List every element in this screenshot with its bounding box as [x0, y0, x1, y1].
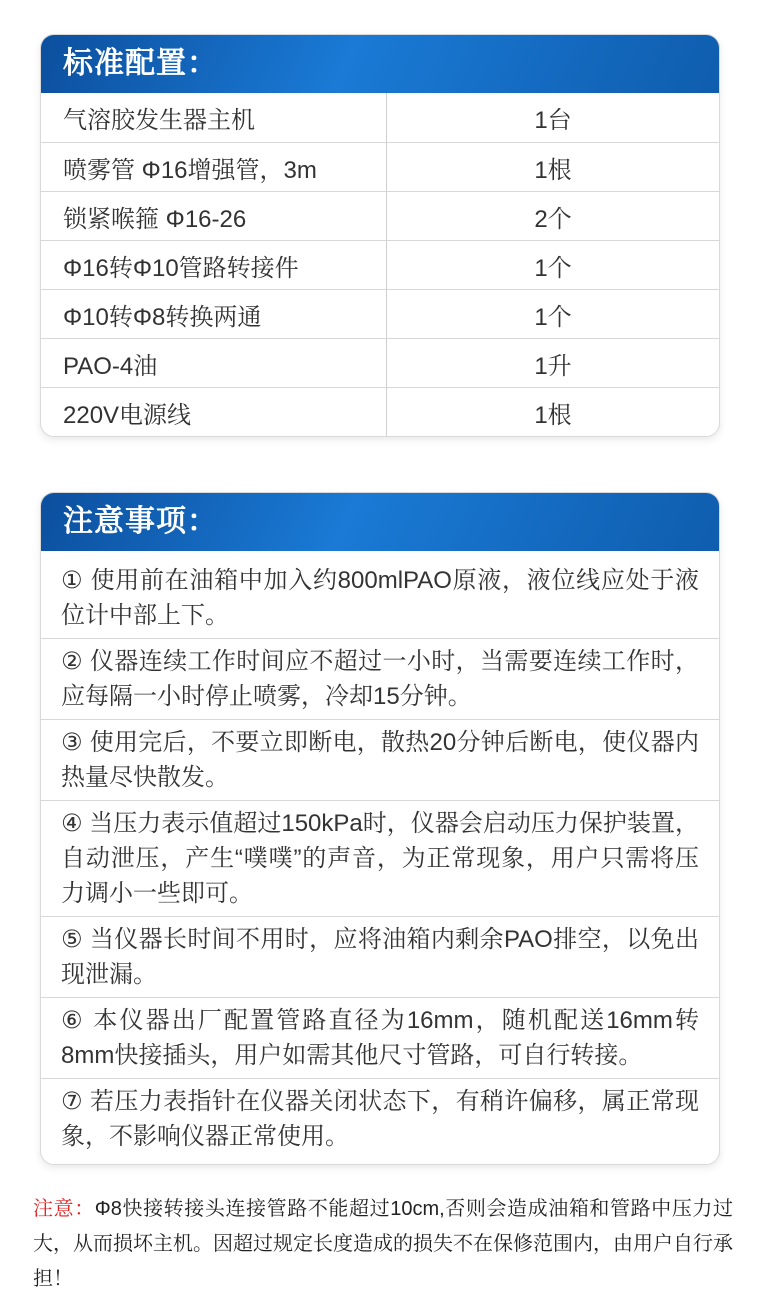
config-item-quantity: 2个: [386, 192, 719, 240]
standard-config-title: 标准配置：: [63, 47, 218, 80]
notes-title: 注意事项：: [63, 505, 218, 538]
config-item-name: Φ16转Φ10管路转接件: [63, 254, 299, 282]
footer-warning-text: Φ8快接转接头连接管路不能超过10cm,否则会造成油箱和管路中压力过大，从而损坏主机。因超过规定长度造成的损失不在保修范围内，由用户自行承担！: [33, 1198, 734, 1290]
note-item: ⑥ 本仪器出厂配置管路直径为16mm，随机配送16mm转8mm快接插头，用户如需其他尺寸管路，可自行转接。: [41, 997, 719, 1078]
note-item: ① 使用前在油箱中加入约800mlPAO原液，液位线应处于液位计中部上下。: [61, 567, 699, 629]
note-item: ③ 使用完后，不要立即断电，散热20分钟后断电，使仪器内热量尽快散发。: [41, 719, 719, 800]
config-item-name: 锁紧喉箍 Φ16-26: [63, 205, 247, 233]
config-item-quantity: 1根: [386, 143, 719, 191]
config-item-name: 气溶胶发生器主机: [63, 107, 255, 134]
table-row: [41, 338, 719, 387]
footer-warning: [33, 1192, 733, 1297]
config-item-name: PAO-4油: [63, 352, 158, 380]
standard-config-table: [41, 93, 719, 436]
config-item-quantity: 1台: [386, 93, 719, 142]
standard-config-header: [41, 35, 719, 93]
notes-header: [41, 493, 719, 551]
config-item-name: 220V电源线: [63, 401, 192, 429]
config-item-quantity: 1个: [386, 290, 719, 338]
table-row: [41, 240, 719, 289]
table-row: [41, 93, 719, 142]
notes-list: [41, 551, 719, 1164]
footer-warning-label: 注意：: [33, 1198, 95, 1220]
standard-config-card: [40, 34, 720, 437]
note-item: ④ 当压力表示值超过150kPa时，仪器会启动压力保护装置，自动泄压，产生“噗噗”的声音，为正常现象，用户只需将压力调小一些即可。: [41, 800, 719, 916]
table-row: [41, 142, 719, 191]
table-row: [41, 387, 719, 436]
config-item-quantity: 1根: [386, 388, 719, 436]
config-item-quantity: 1升: [386, 339, 719, 387]
config-item-name: Φ10转Φ8转换两通: [63, 303, 262, 331]
note-item: ② 仪器连续工作时间应不超过一小时，当需要连续工作时，应每隔一小时停止喷雾，冷却15分钟。: [41, 638, 719, 719]
config-item-quantity: 1个: [386, 241, 719, 289]
note-item: ⑤ 当仪器长时间不用时，应将油箱内剩余PAO排空，以免出现泄漏。: [41, 916, 719, 997]
notes-card: [40, 492, 720, 1165]
table-row: [41, 191, 719, 240]
note-item: ⑦ 若压力表指针在仪器关闭状态下，有稍许偏移，属正常现象，不影响仪器正常使用。: [41, 1078, 719, 1159]
table-row: [41, 289, 719, 338]
config-item-name: 喷雾管 Φ16增强管，3m: [63, 156, 317, 184]
